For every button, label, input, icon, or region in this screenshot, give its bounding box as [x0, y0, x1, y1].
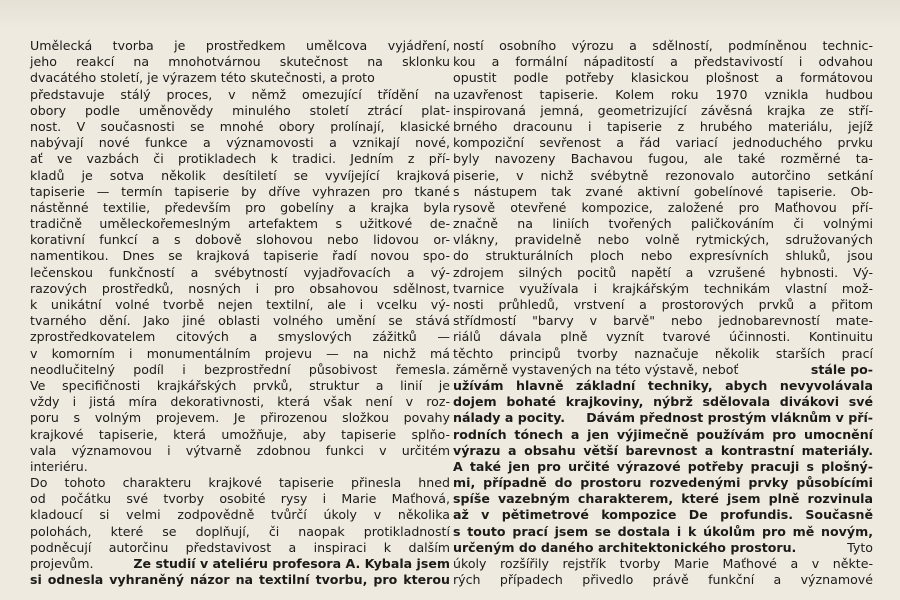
- text-line: [453, 410, 873, 426]
- text-line: zprostředkovatelem citových a smyslových zážitků —: [30, 329, 450, 345]
- text-line: tvarného dění. Jako jiné oblasti volného umění se stává: [30, 313, 450, 329]
- text-line: interiéru.: [30, 458, 88, 474]
- text-line: brného dracounu i tapiserie z hrubého materiálu, jejíž: [453, 118, 873, 134]
- text-line: [30, 556, 450, 572]
- text-line: obory podle uměnovědy minulého století ztrácí plat-: [30, 102, 450, 118]
- text-line: [453, 362, 873, 378]
- text-line: poru s volným projevem. Je přirozenou složkou povahy: [30, 410, 450, 426]
- right-text-column: [453, 38, 873, 588]
- left-text-column: [30, 38, 450, 588]
- text-line: jeho reakcí na mnohotvárnou skutečnost na sklonku: [30, 54, 450, 70]
- text-line: do strukturálních ploch nebo expresívních shluků, jsou: [453, 248, 873, 264]
- text-line: nost. V současnosti se mnohé obory prolínají, klasické: [30, 118, 450, 134]
- text-line: k unikátní volné tvorbě nejen textilní, ale i vcelku vý-: [30, 297, 450, 312]
- text-line: neodlučitelný podíl i bezprostřední působivost řemesla.: [30, 361, 450, 377]
- text-line: Do tohoto charakteru krajkové tapiserie přinesla hned: [30, 475, 450, 491]
- text-line: vala významovou i výtvarně zdobnou funkci v určitém: [30, 442, 450, 458]
- text-line: až v pětimetrové kompozice De profundis. Současně: [453, 507, 873, 523]
- bold-text-segment: Ze studií v ateliéru profesora A. Kybala jsem: [133, 556, 450, 571]
- text-line: dvacátého století, je výrazem této skutečnosti, a proto: [30, 70, 375, 86]
- bold-text-segment: určeným do daného architektonického prostoru.: [453, 539, 801, 555]
- text-line: rysově otevřené kompozice, založené pro Maťhovou pří-: [453, 199, 873, 215]
- text-line: představuje stálý proces, v němž omezující třídění na: [30, 86, 450, 102]
- text-line: rodních tónech a jen výjimečně používám pro umocnění: [453, 426, 873, 442]
- text-line: [453, 540, 873, 556]
- text-line: značně na liniích tvořených paličkováním či volnými: [453, 216, 873, 232]
- text-line: tvarnice využívala i krajkářským technikám vlastní mož-: [453, 280, 873, 296]
- text-line: mi, případně do prostoru rozvedenými prvky působícími: [453, 475, 873, 491]
- text-line: inspirovaná jemná, geometrizující závěsná krajka ze stří-: [453, 102, 873, 118]
- text-line: polohách, které se doplňují, či naopak protikladností: [30, 523, 450, 539]
- text-line: nosti průhledů, vrstvení a prostorových prvků a přitom: [453, 297, 873, 312]
- text-line: ať ve vazbách či protikladech k tradici. Jedním z pří-: [30, 151, 450, 167]
- text-line: kladoucí si velmi zodpovědně tvůrčí úkoly v několika: [30, 507, 450, 523]
- text-line: s nástupem tak zvané aktivní gobelínové tapiserie. Ob-: [453, 183, 873, 199]
- text-line: opustit podle potřeby klasickou plošnost a formátovou: [453, 70, 873, 86]
- text-line: výrazu a obsahu větší barevnost a kontrastní materiály.: [453, 442, 873, 458]
- text-line: rých případech přivedlo právě funkční a významové: [453, 572, 873, 588]
- text-segment: Tyto: [847, 539, 873, 555]
- text-line: tapiserie — termín tapiserie by dříve vyhrazen pro tkané: [30, 183, 450, 199]
- text-line: krajkové tapiserie, která umožňuje, aby tapiserie splňo-: [30, 426, 450, 442]
- text-line: uzavřenost tapiserie. Kolem roku 1970 vznikla hudbou: [453, 86, 873, 102]
- text-line: kompoziční sevřenost a řád variací jednoduchého prvku: [453, 135, 873, 151]
- bold-text-segment: nálady a pocity.: [453, 410, 570, 426]
- text-line: tradičně uměleckořemeslným artefaktem s užitkové de-: [30, 216, 450, 232]
- text-line: A také jen pro určité výrazové potřeby pracuji s plošný-: [453, 458, 873, 474]
- text-line: střídmostí "barvy v barvě" nebo jednobarevností mate-: [453, 313, 873, 329]
- text-line: lečenskou funkčností a svébytností vyjadřovacích a vý-: [30, 264, 450, 280]
- text-line: korativní funkcí a s dobově slohovou nebo lidovou or-: [30, 232, 450, 248]
- bold-text-segment: stále po-: [810, 361, 873, 377]
- text-line: Ve specifičnosti krajkářských prvků, struktur a linií je: [30, 377, 450, 393]
- page-top-edge: [0, 0, 900, 30]
- text-line: razových prostředků, nosných i pro obsahovou sdělnost,: [30, 280, 450, 296]
- text-line: zdrojem silných pocitů napětí a vzrušené hybnosti. Vý-: [453, 264, 873, 280]
- text-line: dojem bohaté krajkoviny, nýbrž sdělovala divákovi své: [453, 394, 873, 410]
- text-line: úkoly rozšířily rejstřík tvorby Marie Maťhové a v někte-: [453, 556, 873, 571]
- text-line: vždy i jistá míra dekorativnosti, která však není v roz-: [30, 394, 450, 410]
- text-line: těchto principů tvorby naznačuje několik starších prací: [453, 345, 873, 361]
- text-line: piserie, v nichž svébytně rezonovalo autorčino setkání: [453, 167, 873, 183]
- text-line: nástěnné textilie, především pro gobelíny a krajka byla: [30, 199, 450, 215]
- text-line: ností osobního výrozu a sdělností, podmíněnou technic-: [453, 38, 873, 53]
- text-line: s touto prací jsem se dostala i k úkolům pro mě novým,: [453, 523, 873, 539]
- text-line: namentikou. Dnes se krajková tapiserie řadí novou spo-: [30, 248, 450, 264]
- text-line: od počátku své tvorby osobité rysy i Marie Maťhová,: [30, 491, 450, 507]
- text-line: podněcují autorčinu představivost a inspiraci k dalším: [30, 539, 450, 555]
- text-line: si odnesla vyhraněný názor na textilní tvorbu, pro kterou: [30, 572, 450, 588]
- text-line: spíše vazebným charakterem, které jsem plně rozvinula: [453, 491, 873, 507]
- text-segment: záměrně vystavených na této výstavě, neboť: [453, 361, 743, 377]
- text-line: Umělecká tvorba je prostředkem umělcova vyjádření,: [30, 38, 450, 53]
- text-line: v komorním i monumentálním projevu — na nichž má: [30, 345, 450, 361]
- text-line: riálů dávala plně vyznít tvarové účinnosti. Kontinuitu: [453, 329, 873, 345]
- text-line: nabývají nové funkce a významovosti a vznikají nové,: [30, 135, 450, 151]
- text-line: kou a formální nápaditostí a představivostí i odvahou: [453, 54, 873, 70]
- text-line: vlákny, pravidelně nebo volně rytmických, sdružovaných: [453, 232, 873, 248]
- text-segment: projevům.: [30, 556, 98, 571]
- text-line: byly navozeny Bachavou fugou, ale také rozměrné ta-: [453, 151, 873, 167]
- text-line: kladů je sotva několik desítiletí se vyvíjející krajková: [30, 167, 450, 183]
- text-line: užívám hlavně základní techniky, abych nevyvolávala: [453, 377, 873, 393]
- bold-text-segment: Dávám přednost prostým vláknům v pří-: [586, 410, 873, 426]
